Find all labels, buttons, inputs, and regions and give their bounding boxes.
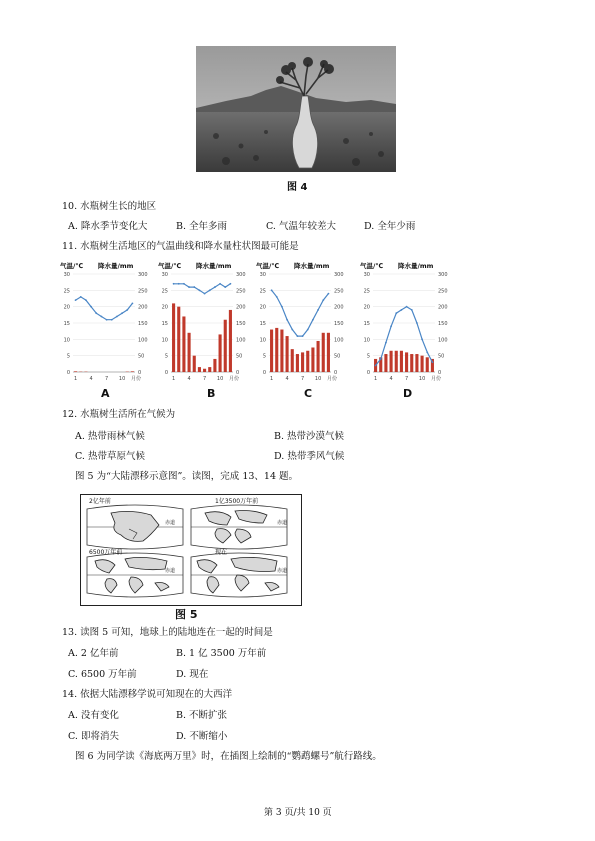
temp-tick-label: 5 bbox=[366, 353, 370, 360]
temperature-point bbox=[312, 319, 314, 321]
precip-bar bbox=[182, 316, 185, 372]
temp-tick-label: 0 bbox=[164, 370, 168, 376]
temperature-point bbox=[126, 309, 128, 311]
precip-tick-label: 250 bbox=[334, 288, 344, 295]
panel-title-2: 1亿3500万年前 bbox=[215, 498, 259, 505]
precip-bar bbox=[219, 334, 222, 372]
precip-axis-title: 降水量/mm bbox=[294, 262, 330, 270]
month-tick-label: 1 bbox=[73, 376, 78, 382]
temp-tick-label: 0 bbox=[262, 370, 266, 376]
q14-stem: 14. 依据大陆漂移学说可知现在的大西洋 bbox=[62, 689, 233, 700]
precip-bar bbox=[286, 336, 289, 372]
precip-tick-label: 50 bbox=[236, 353, 243, 360]
precip-bar bbox=[177, 307, 180, 372]
drift-panel-1 bbox=[87, 505, 183, 549]
precip-tick-label: 100 bbox=[438, 337, 448, 344]
temp-tick-label: 10 bbox=[363, 337, 370, 344]
bottle-tree-photo-svg bbox=[196, 46, 396, 172]
drift-panel-4 bbox=[191, 553, 287, 597]
temperature-point bbox=[411, 309, 413, 311]
precip-tick-label: 200 bbox=[438, 304, 448, 311]
temperature-point bbox=[95, 312, 97, 314]
temperature-point bbox=[286, 319, 288, 321]
q10-option-d: D. 全年少雨 bbox=[364, 221, 416, 232]
precip-bar bbox=[296, 354, 299, 372]
precip-bar bbox=[229, 310, 232, 372]
precip-axis-title: 降水量/mm bbox=[196, 262, 232, 270]
precip-tick-label: 150 bbox=[236, 321, 246, 327]
temperature-point bbox=[416, 322, 418, 324]
temperature-point bbox=[421, 338, 423, 340]
precip-tick-label: 150 bbox=[138, 321, 148, 327]
equator-label-3: 赤道 bbox=[165, 568, 176, 574]
temperature-point bbox=[328, 293, 330, 295]
temperature-point bbox=[390, 325, 392, 327]
precip-bar bbox=[317, 341, 320, 372]
temperature-point bbox=[111, 319, 113, 321]
precip-bar bbox=[131, 371, 134, 372]
temperature-point bbox=[281, 306, 283, 308]
precip-axis-title: 降水量/mm bbox=[398, 262, 434, 270]
q13-option-d: D. 现在 bbox=[176, 669, 209, 680]
chart-label-b: B bbox=[207, 387, 216, 400]
panel-title-4: 现在 bbox=[215, 549, 228, 556]
temperature-point bbox=[183, 283, 185, 285]
precip-tick-label: 300 bbox=[438, 272, 448, 278]
month-unit-label: 月份 bbox=[431, 376, 442, 382]
temperature-point bbox=[204, 293, 206, 295]
intro-figure6: 图 6 为同学读《海底两万里》时，在插图上绘制的“鹦鹉螺号”航行路线。 bbox=[75, 751, 382, 762]
q11-stem: 11. 水瓶树生活地区的气温曲线和降水量柱状图最可能是 bbox=[62, 241, 299, 252]
temperature-point bbox=[380, 358, 382, 360]
q13-option-a: A. 2 亿年前 bbox=[68, 648, 119, 659]
month-tick-label: 1 bbox=[373, 376, 378, 382]
precip-tick-label: 250 bbox=[138, 288, 148, 295]
precip-tick-label: 300 bbox=[236, 272, 246, 278]
month-tick-label: 4 bbox=[389, 376, 393, 382]
temperature-point bbox=[199, 289, 201, 291]
precip-axis-title: 降水量/mm bbox=[98, 262, 134, 270]
q14-option-b: B. 不断扩张 bbox=[176, 710, 228, 721]
temp-tick-label: 5 bbox=[66, 353, 70, 360]
temperature-point bbox=[101, 316, 103, 318]
temperature-point bbox=[188, 286, 190, 288]
temperature-point bbox=[302, 335, 304, 337]
temp-tick-label: 25 bbox=[63, 288, 70, 295]
temp-tick-label: 30 bbox=[161, 272, 168, 278]
q13-option-b: B. 1 亿 3500 万年前 bbox=[176, 648, 267, 659]
temp-tick-label: 20 bbox=[161, 304, 168, 311]
temp-tick-label: 25 bbox=[259, 288, 266, 295]
temp-tick-label: 10 bbox=[161, 337, 168, 344]
temperature-point bbox=[230, 283, 232, 285]
temp-axis-title: 气温/℃ bbox=[256, 262, 280, 270]
q14-option-c: C. 即将消失 bbox=[68, 731, 119, 742]
temperature-line bbox=[174, 284, 231, 294]
temperature-point bbox=[291, 329, 293, 331]
continental-drift-figure bbox=[80, 494, 302, 606]
temperature-point bbox=[395, 312, 397, 314]
temperature-point bbox=[173, 283, 175, 285]
temperature-point bbox=[375, 365, 377, 367]
precip-bar bbox=[224, 320, 227, 372]
precip-bar bbox=[415, 354, 418, 372]
temperature-line bbox=[76, 297, 133, 320]
precip-tick-label: 0 bbox=[438, 370, 442, 376]
precip-tick-label: 100 bbox=[236, 337, 246, 344]
month-tick-label: 7 bbox=[404, 376, 409, 382]
precip-tick-label: 50 bbox=[334, 353, 341, 360]
precip-tick-label: 200 bbox=[334, 304, 344, 311]
temperature-point bbox=[106, 319, 108, 321]
temperature-point bbox=[307, 329, 309, 331]
month-unit-label: 月份 bbox=[327, 376, 338, 382]
precip-bar bbox=[311, 348, 314, 373]
equator-label-2: 赤道 bbox=[277, 520, 288, 526]
precip-bar bbox=[322, 333, 325, 372]
temp-axis-title: 气温/℃ bbox=[158, 262, 182, 270]
chart-label-c: C bbox=[304, 387, 313, 400]
precip-tick-label: 0 bbox=[138, 370, 142, 376]
q12-option-c: C. 热带草原气候 bbox=[75, 451, 145, 462]
panel-title-1: 2亿年前 bbox=[89, 498, 111, 505]
precip-tick-label: 100 bbox=[334, 337, 344, 344]
precip-tick-label: 250 bbox=[438, 288, 448, 295]
precip-bar bbox=[208, 367, 211, 372]
precip-tick-label: 50 bbox=[138, 353, 145, 360]
figure5-caption: 图 5 bbox=[175, 608, 198, 621]
month-tick-label: 1 bbox=[171, 376, 176, 382]
temperature-point bbox=[224, 286, 226, 288]
temperature-point bbox=[276, 296, 278, 298]
precip-tick-label: 150 bbox=[438, 321, 448, 327]
temp-axis-title: 气温/℃ bbox=[360, 262, 384, 270]
month-tick-label: 7 bbox=[104, 376, 109, 382]
precip-bar bbox=[410, 354, 413, 372]
temperature-point bbox=[178, 283, 180, 285]
precip-bar bbox=[400, 351, 403, 372]
q13-stem: 13. 读图 5 可知，地球上的陆地连在一起的时间是 bbox=[62, 627, 273, 638]
temperature-line bbox=[376, 307, 433, 366]
month-tick-label: 10 bbox=[314, 376, 322, 382]
temperature-line bbox=[272, 290, 329, 336]
temperature-point bbox=[80, 296, 82, 298]
month-tick-label: 4 bbox=[187, 376, 191, 382]
temp-tick-label: 15 bbox=[63, 321, 70, 327]
equator-label-4: 赤道 bbox=[277, 568, 288, 574]
q12-stem: 12. 水瓶树生活所在气候为 bbox=[62, 409, 176, 420]
climate-chart-a bbox=[60, 261, 148, 382]
temp-tick-label: 15 bbox=[161, 321, 168, 327]
precip-tick-label: 150 bbox=[334, 321, 344, 327]
precip-bar bbox=[275, 328, 278, 372]
temp-tick-label: 20 bbox=[63, 304, 70, 311]
q12-option-b: B. 热带沙漠气候 bbox=[274, 431, 345, 442]
q10-option-b: B. 全年多雨 bbox=[176, 221, 228, 232]
precip-bar bbox=[74, 371, 77, 372]
climate-chart-d bbox=[360, 261, 448, 382]
temperature-point bbox=[90, 306, 92, 308]
precip-bar bbox=[213, 359, 216, 372]
q12-option-a: A. 热带雨林气候 bbox=[75, 431, 145, 442]
temperature-point bbox=[271, 289, 273, 291]
q14-option-d: D. 不断缩小 bbox=[176, 731, 228, 742]
temp-tick-label: 10 bbox=[259, 337, 266, 344]
precip-bar bbox=[203, 369, 206, 372]
climate-charts bbox=[58, 258, 462, 396]
page-footer: 第 3 页/共 10 页 bbox=[264, 808, 332, 818]
precip-bar bbox=[426, 357, 429, 372]
q13-option-c: C. 6500 万年前 bbox=[68, 669, 137, 680]
precip-bar bbox=[193, 356, 196, 372]
month-tick-label: 10 bbox=[418, 376, 426, 382]
climate-charts-svg bbox=[58, 258, 462, 396]
temp-tick-label: 15 bbox=[363, 321, 370, 327]
precip-tick-label: 200 bbox=[236, 304, 246, 311]
temperature-point bbox=[75, 299, 77, 301]
precip-tick-label: 250 bbox=[236, 288, 246, 295]
temp-tick-label: 0 bbox=[66, 370, 70, 376]
temperature-point bbox=[132, 303, 134, 305]
temp-tick-label: 20 bbox=[363, 304, 370, 311]
precip-bar bbox=[301, 352, 304, 372]
precip-bar bbox=[421, 356, 424, 372]
q10-option-c: C. 气温年较差大 bbox=[266, 221, 336, 232]
precip-tick-label: 0 bbox=[334, 370, 338, 376]
q10-stem: 10. 水瓶树生长的地区 bbox=[62, 201, 157, 212]
temp-axis-title: 气温/℃ bbox=[60, 262, 84, 270]
bottle-tree-photo bbox=[196, 46, 396, 172]
drift-panel-2 bbox=[191, 505, 287, 549]
month-tick-label: 7 bbox=[202, 376, 207, 382]
precip-tick-label: 0 bbox=[236, 370, 240, 376]
chart-label-d: D bbox=[403, 387, 413, 400]
month-unit-label: 月份 bbox=[229, 376, 240, 382]
precip-tick-label: 300 bbox=[138, 272, 148, 278]
chart-label-a: A bbox=[101, 387, 110, 400]
temp-tick-label: 5 bbox=[164, 353, 168, 360]
temperature-point bbox=[121, 312, 123, 314]
precip-bar bbox=[172, 303, 175, 372]
precip-bar bbox=[327, 333, 330, 372]
temperature-point bbox=[317, 309, 319, 311]
precip-tick-label: 100 bbox=[138, 337, 148, 344]
temperature-point bbox=[219, 283, 221, 285]
temp-tick-label: 30 bbox=[63, 272, 70, 278]
precip-bar bbox=[405, 352, 408, 372]
q12-option-d: D. 热带季风气候 bbox=[274, 451, 345, 462]
drift-panel-3 bbox=[87, 553, 183, 597]
temp-tick-label: 0 bbox=[366, 370, 370, 376]
precip-bar bbox=[390, 351, 393, 372]
precip-tick-label: 300 bbox=[334, 272, 344, 278]
temp-tick-label: 25 bbox=[161, 288, 168, 295]
temperature-point bbox=[385, 342, 387, 344]
precip-bar bbox=[270, 330, 273, 372]
temperature-point bbox=[297, 335, 299, 337]
temperature-point bbox=[214, 286, 216, 288]
temperature-point bbox=[426, 352, 428, 354]
temperature-point bbox=[322, 299, 324, 301]
temp-tick-label: 10 bbox=[63, 337, 70, 344]
month-tick-label: 4 bbox=[89, 376, 93, 382]
temperature-point bbox=[432, 361, 434, 363]
precip-bar bbox=[198, 367, 201, 372]
temp-tick-label: 15 bbox=[259, 321, 266, 327]
temp-tick-label: 5 bbox=[262, 353, 266, 360]
month-tick-label: 7 bbox=[300, 376, 305, 382]
temperature-point bbox=[401, 309, 403, 311]
month-tick-label: 4 bbox=[285, 376, 289, 382]
temp-tick-label: 20 bbox=[259, 304, 266, 311]
temp-tick-label: 25 bbox=[363, 288, 370, 295]
precip-bar bbox=[395, 351, 398, 372]
temp-tick-label: 30 bbox=[259, 272, 266, 278]
month-tick-label: 10 bbox=[216, 376, 224, 382]
temperature-point bbox=[193, 286, 195, 288]
equator-label-1: 赤道 bbox=[165, 520, 176, 526]
figure4-caption: 图 4 bbox=[287, 182, 308, 193]
panel-title-3: 6500万年前 bbox=[89, 549, 123, 556]
temp-tick-label: 30 bbox=[363, 272, 370, 278]
q14-option-a: A. 没有变化 bbox=[68, 710, 119, 721]
temperature-point bbox=[85, 299, 87, 301]
month-tick-label: 1 bbox=[269, 376, 274, 382]
precip-tick-label: 200 bbox=[138, 304, 148, 311]
temperature-point bbox=[406, 306, 408, 308]
precip-tick-label: 50 bbox=[438, 353, 445, 360]
climate-chart-c bbox=[256, 261, 344, 382]
temperature-point bbox=[209, 289, 211, 291]
precip-bar bbox=[291, 349, 294, 372]
precip-bar bbox=[280, 330, 283, 372]
q10-option-a: A. 降水季节变化大 bbox=[68, 221, 148, 232]
month-tick-label: 10 bbox=[118, 376, 126, 382]
precip-bar bbox=[306, 351, 309, 372]
month-unit-label: 月份 bbox=[131, 376, 142, 382]
precip-bar bbox=[384, 354, 387, 372]
temperature-point bbox=[116, 316, 118, 318]
climate-chart-b bbox=[158, 261, 246, 382]
intro-q13-14: 图 5 为“大陆漂移示意图”。读图，完成 13、14 题。 bbox=[75, 471, 299, 482]
precip-bar bbox=[188, 333, 191, 372]
